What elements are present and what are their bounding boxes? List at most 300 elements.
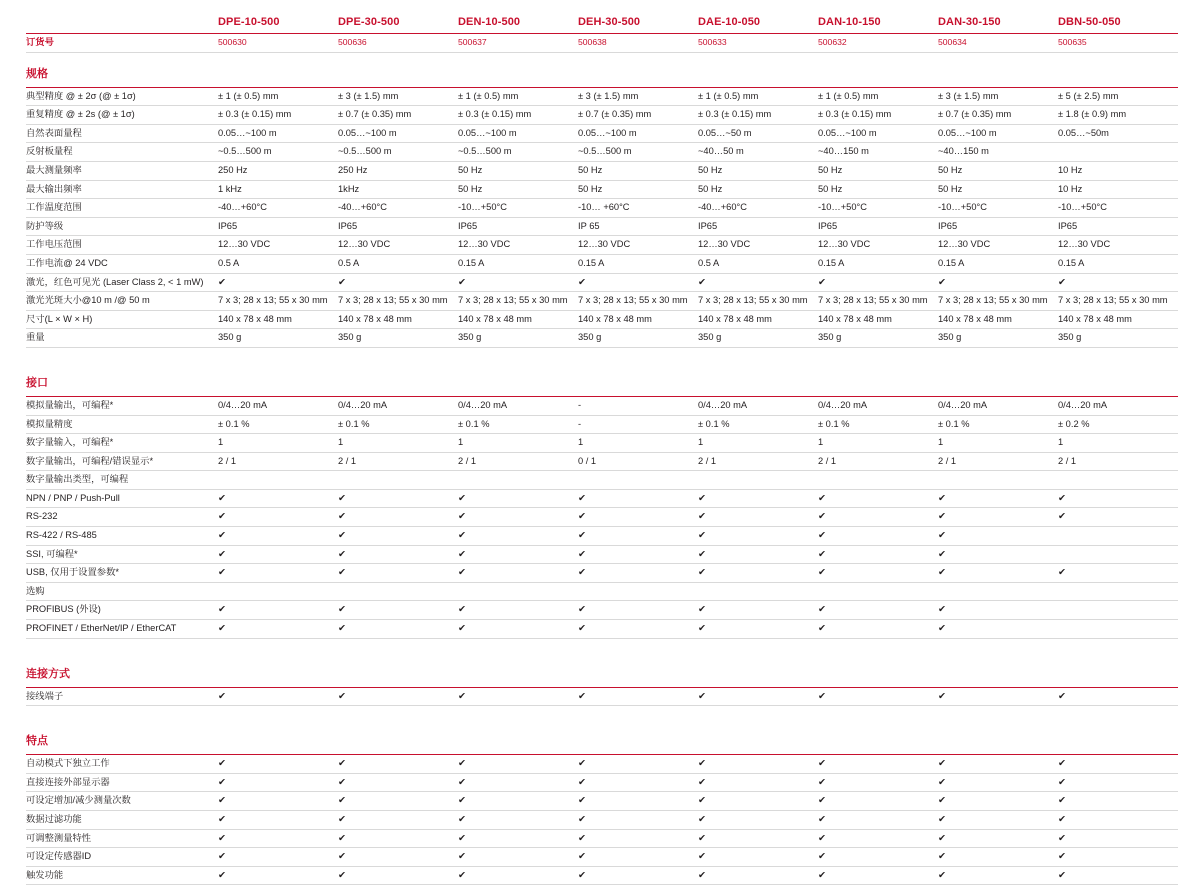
table-row (26, 489, 1178, 508)
row-label: 尺寸(L × W × H) (26, 310, 218, 329)
row-label: 可设定传感器ID (26, 848, 218, 867)
cell-value: 350 g (218, 329, 338, 348)
check-icon: ✔ (698, 508, 818, 527)
check-icon: ✔ (1058, 848, 1178, 867)
column-header-7: DBN-50-050 (1058, 16, 1178, 34)
cell-value: 12…30 VDC (938, 236, 1058, 255)
table-row (26, 582, 1178, 601)
cell-value: ~40…50 m (698, 143, 818, 162)
cell-value (1058, 471, 1178, 490)
check-icon: ✔ (698, 545, 818, 564)
section-heading-row (26, 362, 1178, 397)
section-heading: 接口 (26, 362, 218, 397)
cell-value (1058, 620, 1178, 639)
table-row (26, 34, 1178, 53)
check-icon: ✔ (578, 829, 698, 848)
check-icon: ✔ (578, 792, 698, 811)
check-icon: ✔ (938, 829, 1058, 848)
check-icon: ✔ (458, 620, 578, 639)
cell-value: IP65 (458, 217, 578, 236)
check-icon: ✔ (938, 620, 1058, 639)
row-label: 数字量输出，可编程/错误显示* (26, 452, 218, 471)
cell-value: 500635 (1058, 34, 1178, 53)
cell-value: ± 3 (± 1.5) mm (578, 87, 698, 106)
cell-value: 12…30 VDC (698, 236, 818, 255)
cell-value: 50 Hz (698, 180, 818, 199)
cell-value: 2 / 1 (938, 452, 1058, 471)
cell-value: -10…+50°C (1058, 199, 1178, 218)
section-heading: 特点 (26, 720, 218, 755)
cell-value: 50 Hz (938, 161, 1058, 180)
cell-value: 350 g (698, 329, 818, 348)
table-row (26, 217, 1178, 236)
cell-value: 50 Hz (818, 180, 938, 199)
cell-value: 250 Hz (218, 161, 338, 180)
header-label-blank (26, 16, 218, 34)
cell-value: -40…+60°C (698, 199, 818, 218)
cell-value: ± 1.8 (± 0.9) mm (1058, 106, 1178, 125)
check-icon: ✔ (578, 755, 698, 774)
cell-value: 0.15 A (818, 254, 938, 273)
cell-value (818, 471, 938, 490)
check-icon: ✔ (578, 273, 698, 292)
cell-value: ± 1 (± 0.5) mm (698, 87, 818, 106)
cell-value (578, 582, 698, 601)
check-icon: ✔ (938, 527, 1058, 546)
row-label: USB, 仅用于设置参数* (26, 564, 218, 583)
cell-value: 7 x 3; 28 x 13; 55 x 30 mm (458, 292, 578, 311)
cell-value (1058, 545, 1178, 564)
cell-value: 1 (938, 434, 1058, 453)
cell-value: 1 kHz (218, 180, 338, 199)
cell-value: ± 0.3 (± 0.15) mm (818, 106, 938, 125)
check-icon: ✔ (458, 601, 578, 620)
table-row (26, 471, 1178, 490)
section-heading-rule (218, 362, 1178, 397)
cell-value: 0.15 A (938, 254, 1058, 273)
check-icon: ✔ (938, 273, 1058, 292)
check-icon: ✔ (818, 527, 938, 546)
cell-value: 2 / 1 (1058, 452, 1178, 471)
check-icon: ✔ (938, 545, 1058, 564)
cell-value: ± 0.2 % (1058, 415, 1178, 434)
cell-value: 500634 (938, 34, 1058, 53)
check-icon: ✔ (1058, 811, 1178, 830)
cell-value: - (578, 396, 698, 415)
check-icon: ✔ (578, 601, 698, 620)
check-icon: ✔ (698, 848, 818, 867)
column-header-2: DEN-10-500 (458, 16, 578, 34)
check-icon: ✔ (818, 773, 938, 792)
check-icon: ✔ (698, 866, 818, 885)
check-icon: ✔ (338, 773, 458, 792)
cell-value: ± 0.3 (± 0.15) mm (218, 106, 338, 125)
check-icon: ✔ (458, 792, 578, 811)
check-icon: ✔ (338, 829, 458, 848)
row-label: 接线端子 (26, 687, 218, 706)
check-icon: ✔ (698, 829, 818, 848)
section-heading: 规格 (26, 52, 218, 87)
cell-value: 2 / 1 (338, 452, 458, 471)
cell-value: IP65 (818, 217, 938, 236)
row-label: RS-232 (26, 508, 218, 527)
cell-value: 0/4…20 mA (458, 396, 578, 415)
check-icon: ✔ (938, 601, 1058, 620)
cell-value: 500632 (818, 34, 938, 53)
check-icon: ✔ (938, 755, 1058, 774)
cell-value: 0.15 A (458, 254, 578, 273)
cell-value: ~0.5…500 m (338, 143, 458, 162)
cell-value: 12…30 VDC (458, 236, 578, 255)
check-icon: ✔ (218, 527, 338, 546)
cell-value: 50 Hz (458, 161, 578, 180)
check-icon: ✔ (1058, 564, 1178, 583)
cell-value: 50 Hz (938, 180, 1058, 199)
check-icon: ✔ (218, 508, 338, 527)
cell-value: ± 0.3 (± 0.15) mm (458, 106, 578, 125)
check-icon: ✔ (578, 848, 698, 867)
cell-value: 0.5 A (218, 254, 338, 273)
cell-value: ± 5 (± 2.5) mm (1058, 87, 1178, 106)
cell-value: 140 x 78 x 48 mm (1058, 310, 1178, 329)
check-icon: ✔ (1058, 866, 1178, 885)
cell-value: 350 g (338, 329, 458, 348)
cell-value: IP65 (1058, 217, 1178, 236)
cell-value: 50 Hz (698, 161, 818, 180)
cell-value: -10…+50°C (938, 199, 1058, 218)
check-icon: ✔ (698, 564, 818, 583)
row-label: NPN / PNP / Push-Pull (26, 489, 218, 508)
cell-value: 0.05…~100 m (938, 124, 1058, 143)
cell-value (338, 582, 458, 601)
section-heading-rule (218, 52, 1178, 87)
cell-value: ± 0.1 % (338, 415, 458, 434)
cell-value (1058, 582, 1178, 601)
check-icon: ✔ (338, 792, 458, 811)
check-icon: ✔ (818, 792, 938, 811)
check-icon: ✔ (338, 508, 458, 527)
check-icon: ✔ (818, 848, 938, 867)
cell-value: 50 Hz (578, 180, 698, 199)
table-row (26, 199, 1178, 218)
check-icon: ✔ (938, 564, 1058, 583)
column-header-3: DEH-30-500 (578, 16, 698, 34)
check-icon: ✔ (938, 687, 1058, 706)
column-header-0: DPE-10-500 (218, 16, 338, 34)
cell-value: IP 65 (578, 217, 698, 236)
table-row (26, 180, 1178, 199)
check-icon: ✔ (218, 601, 338, 620)
check-icon: ✔ (218, 489, 338, 508)
check-icon: ✔ (338, 848, 458, 867)
row-label: 触发功能 (26, 866, 218, 885)
cell-value: 500630 (218, 34, 338, 53)
check-icon: ✔ (818, 620, 938, 639)
table-row (26, 452, 1178, 471)
spacer-row (26, 706, 1178, 721)
cell-value: 50 Hz (818, 161, 938, 180)
check-icon: ✔ (698, 755, 818, 774)
check-icon: ✔ (458, 755, 578, 774)
cell-value: IP65 (218, 217, 338, 236)
cell-value: 0.05…~100 m (218, 124, 338, 143)
table-row (26, 310, 1178, 329)
check-icon: ✔ (1058, 508, 1178, 527)
column-header-4: DAE-10-050 (698, 16, 818, 34)
spacer-cell (26, 347, 1178, 362)
cell-value: 7 x 3; 28 x 13; 55 x 30 mm (818, 292, 938, 311)
cell-value: ± 1 (± 0.5) mm (818, 87, 938, 106)
cell-value: 0/4…20 mA (1058, 396, 1178, 415)
cell-value: 0/4…20 mA (218, 396, 338, 415)
table-row (26, 773, 1178, 792)
check-icon: ✔ (698, 773, 818, 792)
check-icon: ✔ (218, 273, 338, 292)
check-icon: ✔ (338, 811, 458, 830)
column-header-1: DPE-30-500 (338, 16, 458, 34)
check-icon: ✔ (218, 755, 338, 774)
cell-value: 140 x 78 x 48 mm (218, 310, 338, 329)
cell-value (698, 471, 818, 490)
cell-value: 500633 (698, 34, 818, 53)
check-icon: ✔ (218, 866, 338, 885)
table-row (26, 792, 1178, 811)
table-row (26, 124, 1178, 143)
check-icon: ✔ (218, 564, 338, 583)
check-icon: ✔ (578, 773, 698, 792)
spec-sheet (0, 16, 1201, 880)
cell-value: -10…+50°C (458, 199, 578, 218)
cell-value: 500636 (338, 34, 458, 53)
check-icon: ✔ (938, 792, 1058, 811)
section-heading-rule (218, 720, 1178, 755)
check-icon: ✔ (818, 508, 938, 527)
cell-value: -10… +60°C (578, 199, 698, 218)
check-icon: ✔ (938, 508, 1058, 527)
spacer-cell (26, 706, 1178, 721)
cell-value: 12…30 VDC (818, 236, 938, 255)
cell-value: 350 g (818, 329, 938, 348)
check-icon: ✔ (338, 527, 458, 546)
cell-value: ± 0.1 % (218, 415, 338, 434)
table-row (26, 273, 1178, 292)
check-icon: ✔ (458, 545, 578, 564)
check-icon: ✔ (458, 848, 578, 867)
table-row (26, 620, 1178, 639)
cell-value (818, 582, 938, 601)
table-row (26, 564, 1178, 583)
cell-value: 140 x 78 x 48 mm (578, 310, 698, 329)
table-row (26, 508, 1178, 527)
row-label: 反射板量程 (26, 143, 218, 162)
check-icon: ✔ (1058, 829, 1178, 848)
cell-value (698, 582, 818, 601)
table-row (26, 396, 1178, 415)
cell-value: 0.05…~100 m (458, 124, 578, 143)
cell-value: 0/4…20 mA (698, 396, 818, 415)
cell-value: 2 / 1 (698, 452, 818, 471)
check-icon: ✔ (458, 273, 578, 292)
check-icon: ✔ (1058, 792, 1178, 811)
cell-value: ± 0.1 % (698, 415, 818, 434)
cell-value: ± 3 (± 1.5) mm (938, 87, 1058, 106)
cell-value: 140 x 78 x 48 mm (818, 310, 938, 329)
row-label: PROFIBUS (外设) (26, 601, 218, 620)
check-icon: ✔ (698, 273, 818, 292)
check-icon: ✔ (938, 773, 1058, 792)
cell-value: ± 0.7 (± 0.35) mm (338, 106, 458, 125)
cell-value: 1 (818, 434, 938, 453)
check-icon: ✔ (818, 273, 938, 292)
row-label: 自动模式下独立工作 (26, 755, 218, 774)
row-label: RS-422 / RS-485 (26, 527, 218, 546)
check-icon: ✔ (218, 687, 338, 706)
spacer-row (26, 638, 1178, 653)
cell-value: ~0.5…500 m (218, 143, 338, 162)
cell-value: - (578, 415, 698, 434)
check-icon: ✔ (938, 489, 1058, 508)
check-icon: ✔ (218, 829, 338, 848)
cell-value: IP65 (938, 217, 1058, 236)
check-icon: ✔ (458, 564, 578, 583)
table-row (26, 545, 1178, 564)
row-label: 选购 (26, 582, 218, 601)
cell-value: 12…30 VDC (338, 236, 458, 255)
check-icon: ✔ (1058, 687, 1178, 706)
cell-value: ± 3 (± 1.5) mm (338, 87, 458, 106)
cell-value (218, 471, 338, 490)
table-row (26, 106, 1178, 125)
check-icon: ✔ (698, 792, 818, 811)
cell-value: 0.05…~100 m (818, 124, 938, 143)
cell-value (218, 582, 338, 601)
check-icon: ✔ (818, 564, 938, 583)
model-header-row (26, 16, 1178, 34)
cell-value: 500638 (578, 34, 698, 53)
check-icon: ✔ (578, 564, 698, 583)
check-icon: ✔ (458, 687, 578, 706)
check-icon: ✔ (698, 620, 818, 639)
check-icon: ✔ (578, 508, 698, 527)
check-icon: ✔ (218, 545, 338, 564)
cell-value: 7 x 3; 28 x 13; 55 x 30 mm (578, 292, 698, 311)
table-row (26, 254, 1178, 273)
table-row (26, 143, 1178, 162)
cell-value: 350 g (1058, 329, 1178, 348)
cell-value: ± 0.1 % (938, 415, 1058, 434)
check-icon: ✔ (218, 792, 338, 811)
cell-value: 50 Hz (458, 180, 578, 199)
table-row (26, 848, 1178, 867)
cell-value: 2 / 1 (218, 452, 338, 471)
cell-value: 10 Hz (1058, 180, 1178, 199)
cell-value: 1kHz (338, 180, 458, 199)
cell-value: ± 0.7 (± 0.35) mm (938, 106, 1058, 125)
check-icon: ✔ (338, 620, 458, 639)
table-row (26, 434, 1178, 453)
row-label: 订货号 (26, 34, 218, 53)
check-icon: ✔ (338, 564, 458, 583)
check-icon: ✔ (578, 811, 698, 830)
column-header-5: DAN-10-150 (818, 16, 938, 34)
cell-value: 250 Hz (338, 161, 458, 180)
cell-value: 140 x 78 x 48 mm (458, 310, 578, 329)
row-label: 直接连接外部显示器 (26, 773, 218, 792)
cell-value: ± 1 (± 0.5) mm (218, 87, 338, 106)
cell-value (458, 471, 578, 490)
table-row (26, 866, 1178, 885)
row-label: 最大输出频率 (26, 180, 218, 199)
cell-value (458, 582, 578, 601)
cell-value: 0.05…~50m (1058, 124, 1178, 143)
row-label: 重量 (26, 329, 218, 348)
check-icon: ✔ (818, 755, 938, 774)
cell-value: 0.5 A (338, 254, 458, 273)
check-icon: ✔ (218, 811, 338, 830)
check-icon: ✔ (1058, 273, 1178, 292)
check-icon: ✔ (938, 811, 1058, 830)
check-icon: ✔ (338, 687, 458, 706)
spacer-cell (26, 638, 1178, 653)
cell-value: 1 (218, 434, 338, 453)
table-row (26, 329, 1178, 348)
cell-value: 7 x 3; 28 x 13; 55 x 30 mm (218, 292, 338, 311)
cell-value: 1 (1058, 434, 1178, 453)
cell-value: 10 Hz (1058, 161, 1178, 180)
table-row (26, 236, 1178, 255)
table-row (26, 687, 1178, 706)
row-label: 可调整测量特性 (26, 829, 218, 848)
check-icon: ✔ (698, 687, 818, 706)
row-label: 重复精度 @ ± 2s (@ ± 1σ) (26, 106, 218, 125)
check-icon: ✔ (578, 620, 698, 639)
row-label: 工作温度范围 (26, 199, 218, 218)
row-label: 模拟量精度 (26, 415, 218, 434)
row-label: 激光，红色可见光 (Laser Class 2, < 1 mW) (26, 273, 218, 292)
check-icon: ✔ (458, 811, 578, 830)
cell-value: IP65 (338, 217, 458, 236)
check-icon: ✔ (818, 829, 938, 848)
cell-value: ± 1 (± 0.5) mm (458, 87, 578, 106)
cell-value: 0.05…~50 m (698, 124, 818, 143)
cell-value: 7 x 3; 28 x 13; 55 x 30 mm (698, 292, 818, 311)
cell-value: 1 (698, 434, 818, 453)
cell-value (1058, 601, 1178, 620)
check-icon: ✔ (338, 755, 458, 774)
cell-value: 140 x 78 x 48 mm (698, 310, 818, 329)
cell-value: 7 x 3; 28 x 13; 55 x 30 mm (1058, 292, 1178, 311)
check-icon: ✔ (338, 273, 458, 292)
cell-value: 7 x 3; 28 x 13; 55 x 30 mm (938, 292, 1058, 311)
cell-value: ± 0.7 (± 0.35) mm (578, 106, 698, 125)
cell-value: -40…+60°C (218, 199, 338, 218)
check-icon: ✔ (458, 527, 578, 546)
table-row (26, 811, 1178, 830)
check-icon: ✔ (818, 687, 938, 706)
check-icon: ✔ (578, 489, 698, 508)
cell-value (578, 471, 698, 490)
check-icon: ✔ (818, 811, 938, 830)
check-icon: ✔ (698, 601, 818, 620)
section-heading-row (26, 653, 1178, 688)
cell-value: ~0.5…500 m (458, 143, 578, 162)
cell-value (1058, 527, 1178, 546)
cell-value: 140 x 78 x 48 mm (338, 310, 458, 329)
cell-value: 12…30 VDC (218, 236, 338, 255)
cell-value: 500637 (458, 34, 578, 53)
cell-value: ~0.5…500 m (578, 143, 698, 162)
table-row (26, 527, 1178, 546)
